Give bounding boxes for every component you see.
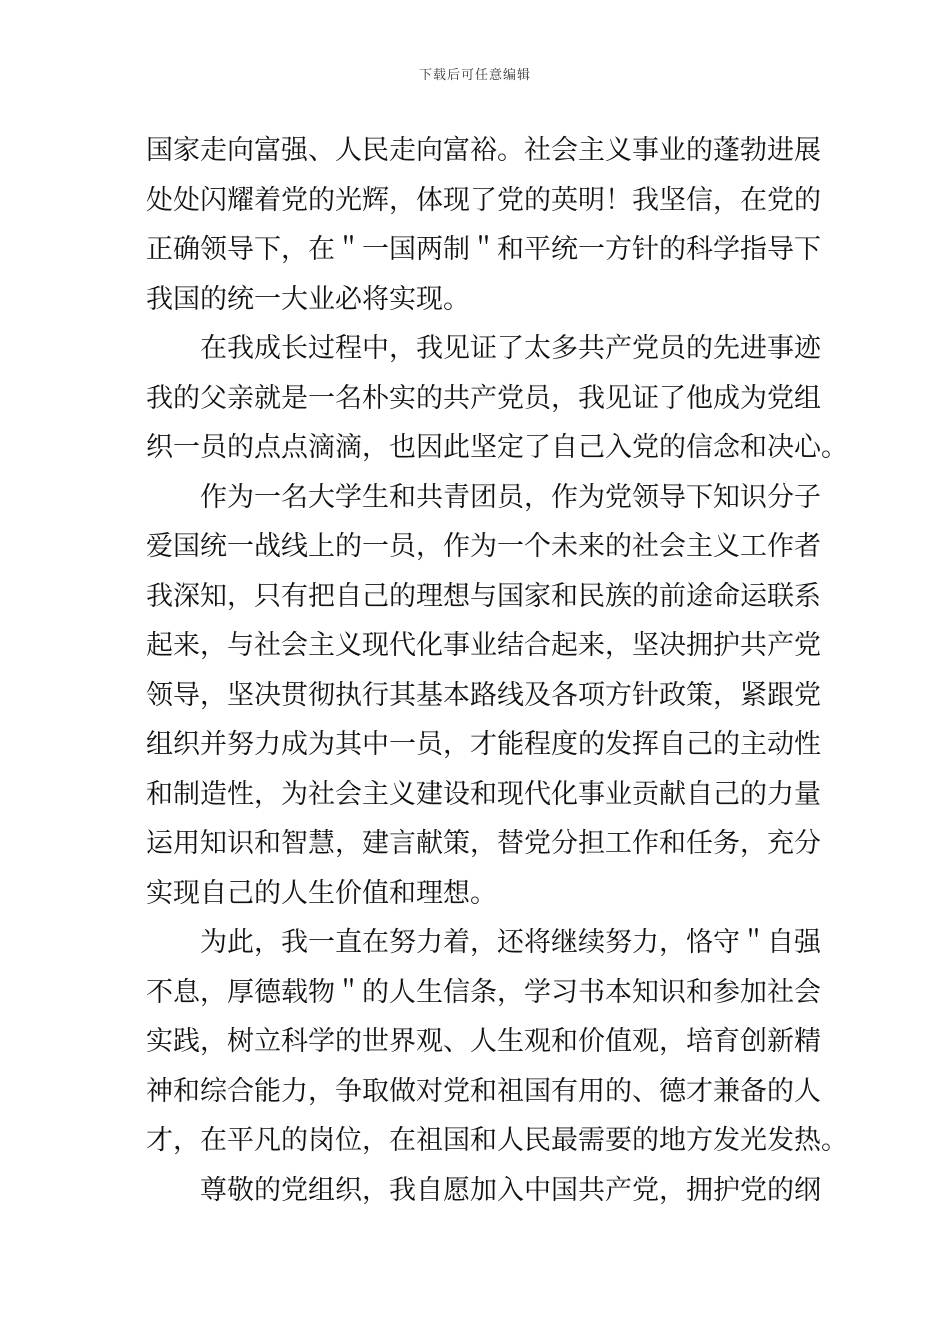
text-line: 起来，与社会主义现代化事业结合起来，坚决拥护共产党 <box>146 630 821 661</box>
text-line: 为此，我一直在努力着，还将继续努力，恪守＂自强 <box>200 927 821 958</box>
paragraph-3 <box>146 473 821 919</box>
paragraph-4 <box>146 918 848 1166</box>
page-header: 下载后可任意编辑 <box>418 68 531 83</box>
text-line: 实践，树立科学的世界观、人生观和价值观，培育创新精 <box>146 1026 821 1057</box>
text-line: 和制造性，为社会主义建设和现代化事业贡献自己的力量 <box>146 778 821 810</box>
text-line: 尊敬的党组织，我自愿加入中国共产党，拥护党的纲 <box>200 1174 821 1206</box>
text-line: 才，在平凡的岗位，在祖国和人民最需要的地方发光发热。 <box>146 1125 848 1156</box>
text-line: 领导，坚决贯彻执行其基本路线及各项方针政策，紧跟党 <box>146 679 821 711</box>
text-line: 不息，厚德载物＂的人生信条，学习书本知识和参加社会 <box>146 976 821 1008</box>
text-line: 正确领导下，在＂一国两制＂和平统一方针的科学指导下 <box>146 234 821 265</box>
document-body <box>146 126 848 1215</box>
text-line: 在我成长过程中，我见证了太多共产党员的先进事迹 <box>200 333 821 364</box>
text-line: 爱国统一战线上的一员，作为一个未来的社会主义工作者 <box>146 531 821 562</box>
paragraph-1 <box>146 126 821 324</box>
text-line: 我国的统一大业必将实现。 <box>146 283 470 315</box>
text-line: 国家走向富强、人民走向富裕。社会主义事业的蓬勃进展 <box>146 135 821 166</box>
text-line: 我的父亲就是一名朴实的共产党员，我见证了他成为党组 <box>146 382 821 414</box>
text-line: 神和综合能力，争取做对党和祖国有用的、德才兼备的人 <box>146 1075 821 1107</box>
paragraph-5 <box>146 1166 821 1216</box>
text-line: 织一员的点点滴滴，也因此坚定了自己入党的信念和决心。 <box>146 432 848 463</box>
text-line: 运用知识和智慧，建言献策，替党分担工作和任务，充分 <box>146 828 821 859</box>
text-line: 处处闪耀着党的光辉，体现了党的英明！我坚信，在党的 <box>146 184 821 216</box>
text-line: 组织并努力成为其中一员，才能程度的发挥自己的主动性 <box>146 729 821 760</box>
text-line: 我深知，只有把自己的理想与国家和民族的前途命运联系 <box>146 580 821 612</box>
text-line: 实现自己的人生价值和理想。 <box>146 877 497 909</box>
paragraph-2 <box>146 324 848 473</box>
text-line: 作为一名大学生和共青团员，作为党领导下知识分子 <box>200 481 821 513</box>
